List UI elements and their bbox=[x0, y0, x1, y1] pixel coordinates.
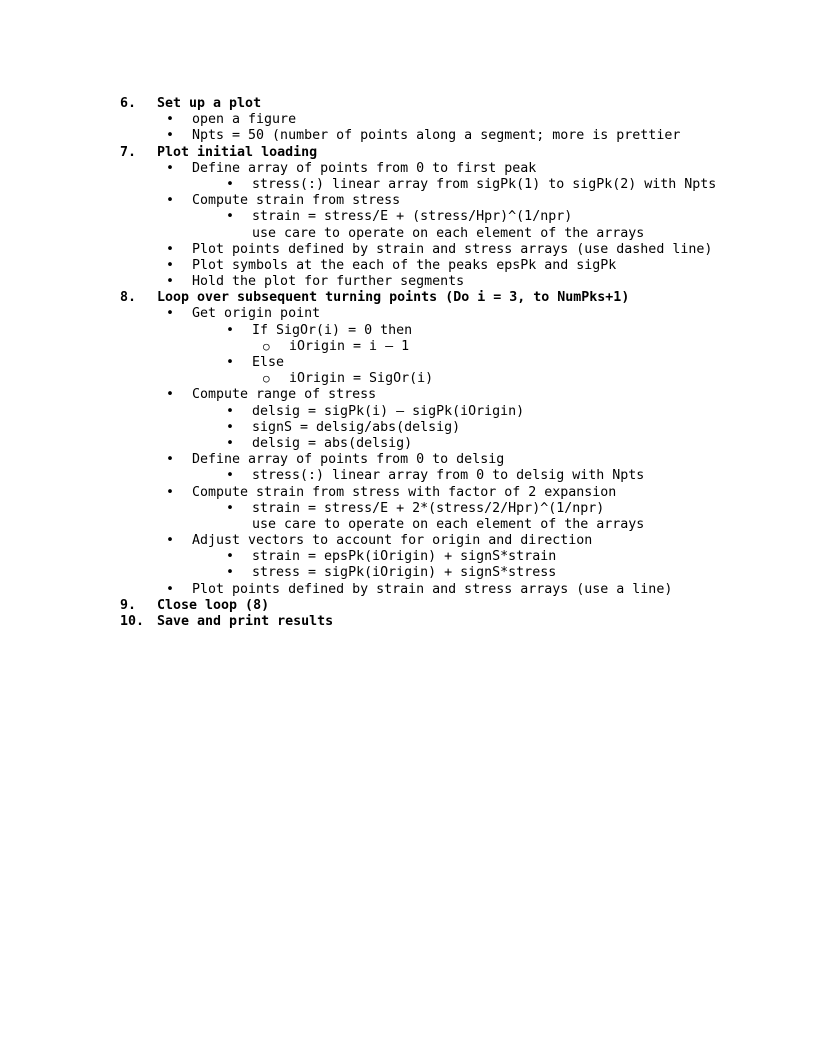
bullet-icon: • bbox=[226, 500, 235, 516]
step-title: Plot initial loading bbox=[157, 144, 318, 160]
bullet-icon: • bbox=[226, 176, 235, 192]
item-text: strain = stress/E + (stress/Hpr)^(1/npr) bbox=[252, 209, 573, 225]
list-item bbox=[0, 112, 816, 128]
item-text: strain = stress/E + 2*(stress/2/Hpr)^(1/npr) bbox=[252, 500, 605, 516]
step-title: Loop over subsequent turning points (Do i = 3, to NumPks+1) bbox=[157, 290, 630, 306]
step-number: 8. bbox=[120, 290, 137, 306]
step-number: 9. bbox=[120, 597, 137, 613]
list-item bbox=[0, 306, 816, 322]
step-line bbox=[0, 614, 816, 630]
list-item bbox=[0, 485, 816, 501]
item-text: stress(:) linear array from sigPk(1) to sigPk(2) with Npts bbox=[252, 176, 717, 192]
item-continuation-text: use care to operate on each element of the arrays bbox=[252, 516, 645, 532]
list-item bbox=[0, 355, 816, 371]
bullet-icon: • bbox=[166, 241, 175, 257]
item-text: Define array of points from 0 to first peak bbox=[192, 160, 537, 176]
item-continuation-text: use care to operate on each element of the arrays bbox=[252, 225, 645, 241]
bullet-icon: • bbox=[226, 565, 235, 581]
item-text: stress(:) linear array from 0 to delsig with Npts bbox=[252, 468, 645, 484]
item-text: Plot points defined by strain and stress arrays (use a line) bbox=[192, 581, 673, 597]
step-number: 7. bbox=[120, 144, 137, 160]
step-line bbox=[0, 145, 816, 161]
item-text: Plot symbols at the each of the peaks epsPk and sigPk bbox=[192, 257, 617, 273]
list-item bbox=[0, 404, 816, 420]
item-text: iOrigin = SigOr(i) bbox=[289, 371, 434, 387]
list-item bbox=[0, 549, 816, 565]
item-text: stress = sigPk(iOrigin) + signS*stress bbox=[252, 565, 557, 581]
item-text: Plot points defined by strain and stress arrays (use dashed line) bbox=[192, 241, 713, 257]
list-item bbox=[0, 161, 816, 177]
step-line bbox=[0, 598, 816, 614]
bullet-icon: • bbox=[226, 355, 235, 370]
item-text: Compute strain from stress bbox=[192, 193, 401, 209]
item-text: Npts = 50 (number of points along a segment; more is prettier bbox=[192, 128, 681, 144]
step-title: Set up a plot bbox=[157, 96, 262, 111]
list-item bbox=[0, 517, 816, 533]
list-item bbox=[0, 258, 816, 274]
list-item bbox=[0, 226, 816, 242]
bullet-icon: • bbox=[166, 128, 175, 144]
bullet-icon: • bbox=[166, 452, 175, 468]
list-item bbox=[0, 242, 816, 258]
list-item bbox=[0, 420, 816, 436]
item-text: signS = delsig/abs(delsig) bbox=[252, 419, 461, 435]
item-text: open a figure bbox=[192, 112, 297, 128]
item-text: Compute range of stress bbox=[192, 387, 377, 403]
step-number: 6. bbox=[120, 96, 137, 111]
item-text: Else bbox=[252, 355, 285, 370]
bullet-icon: • bbox=[166, 193, 175, 209]
list-item bbox=[0, 565, 816, 581]
item-text: delsig = sigPk(i) – sigPk(iOrigin) bbox=[252, 403, 525, 419]
step-title: Save and print results bbox=[157, 614, 334, 629]
bullet-icon: • bbox=[226, 403, 235, 419]
list-item bbox=[0, 339, 816, 355]
list-item bbox=[0, 323, 816, 339]
item-text: Hold the plot for further segments bbox=[192, 274, 465, 290]
list-item bbox=[0, 582, 816, 598]
bullet-icon: • bbox=[226, 419, 235, 435]
bullet-icon: • bbox=[166, 484, 175, 500]
bullet-icon: • bbox=[166, 581, 175, 597]
bullet-icon: • bbox=[166, 306, 175, 322]
list-item bbox=[0, 452, 816, 468]
document-page bbox=[0, 96, 816, 630]
list-item bbox=[0, 387, 816, 403]
item-text: Compute strain from stress with factor of 2 expansion bbox=[192, 484, 617, 500]
list-item bbox=[0, 128, 816, 144]
list-item bbox=[0, 177, 816, 193]
bullet-icon: • bbox=[226, 468, 235, 484]
list-item bbox=[0, 468, 816, 484]
bullet-icon: • bbox=[226, 549, 235, 565]
list-item bbox=[0, 274, 816, 290]
list-item bbox=[0, 193, 816, 209]
item-text: If SigOr(i) = 0 then bbox=[252, 322, 413, 338]
bullet-icon: • bbox=[226, 322, 235, 338]
list-item bbox=[0, 209, 816, 225]
item-text: Get origin point bbox=[192, 306, 321, 322]
bullet-icon: • bbox=[166, 387, 175, 403]
bullet-icon: • bbox=[226, 209, 235, 225]
item-text: iOrigin = i – 1 bbox=[289, 338, 410, 354]
bullet-icon: • bbox=[166, 274, 175, 290]
bullet-icon: • bbox=[166, 533, 175, 549]
item-text: delsig = abs(delsig) bbox=[252, 435, 413, 451]
bullet-icon: • bbox=[166, 160, 175, 176]
step-title: Close loop (8) bbox=[157, 597, 270, 613]
bullet-icon: • bbox=[166, 257, 175, 273]
item-text: strain = epsPk(iOrigin) + signS*strain bbox=[252, 549, 557, 565]
step-line bbox=[0, 290, 816, 306]
list-item bbox=[0, 501, 816, 517]
circle-bullet-icon: ○ bbox=[263, 339, 270, 353]
list-item bbox=[0, 533, 816, 549]
circle-bullet-icon: ○ bbox=[263, 372, 270, 386]
list-item bbox=[0, 371, 816, 387]
bullet-icon: • bbox=[226, 435, 235, 451]
item-text: Define array of points from 0 to delsig bbox=[192, 452, 505, 468]
step-line bbox=[0, 96, 816, 112]
step-number: 10. bbox=[120, 614, 145, 629]
list-item bbox=[0, 436, 816, 452]
bullet-icon: • bbox=[166, 112, 175, 128]
item-text: Adjust vectors to account for origin and direction bbox=[192, 533, 593, 549]
